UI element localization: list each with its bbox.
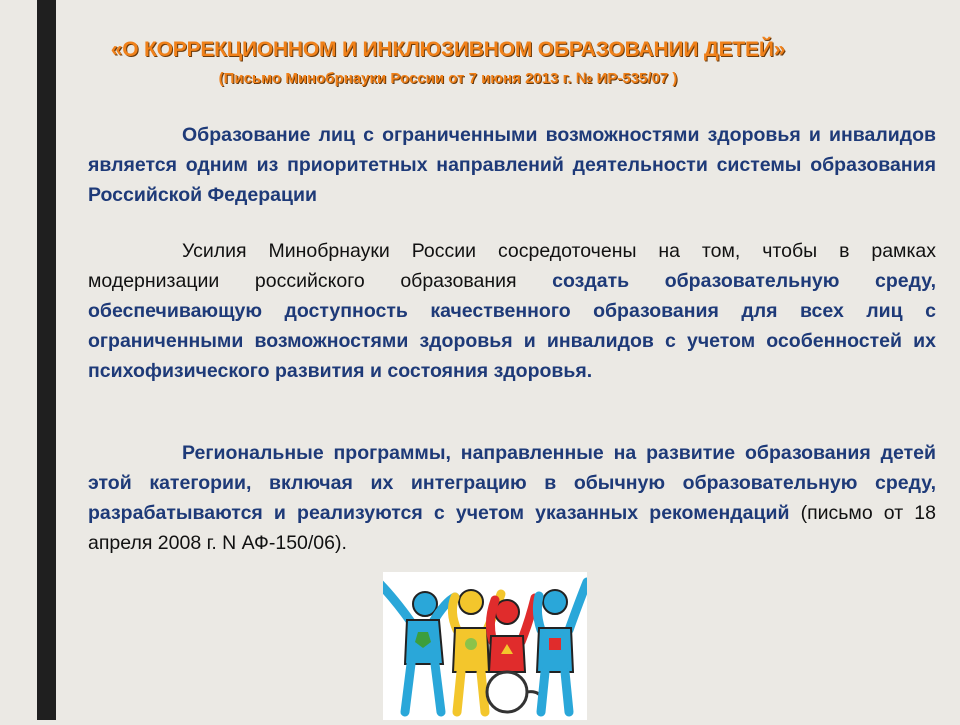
paragraph-regional-plain: (письмо от 18 апреля 2008 г. N АФ-150/06). (88, 502, 936, 554)
paragraph-regional-bold: Региональные программы, направленные на развитие образования детей этой категории, включая их интеграцию в обычную образовательную среду, разрабатываются и реализуются с учетом указанных рекомендаций (88, 442, 936, 524)
paragraph-regional (88, 438, 936, 558)
inclusion-children-icon (383, 572, 587, 720)
slide-title: «О КОРРЕКЦИОННОМ И ИНКЛЮЗИВНОМ ОБРАЗОВАНИИ ДЕТЕЙ» (110, 38, 786, 61)
slide-subtitle: (Письмо Минобрнауки России от 7 июня 2013 г. № ИР-535/07 ) (218, 70, 678, 87)
paragraph-priority: Образование лиц с ограниченными возможностями здоровья и инвалидов является одним из приоритетных направлений деятельности системы образования Российской Федерации (88, 124, 936, 206)
side-bar (37, 0, 56, 720)
child-figure-4 (537, 582, 587, 712)
inclusion-illustration (383, 572, 587, 720)
paragraph-efforts (88, 236, 936, 386)
paragraph-efforts-plain: Усилия Минобрнауки России сосредоточены на том, чтобы в рамках модернизации российского образования (88, 240, 936, 292)
paragraph-efforts-bold: создать образовательную среду, обеспечивающую доступность качественного образования для всех лиц с ограниченными возможностями здоровья и инвалидов с учетом особенностей их психофизического развития и состояния здоровья. (88, 270, 937, 382)
child-figure-1 (383, 582, 455, 712)
